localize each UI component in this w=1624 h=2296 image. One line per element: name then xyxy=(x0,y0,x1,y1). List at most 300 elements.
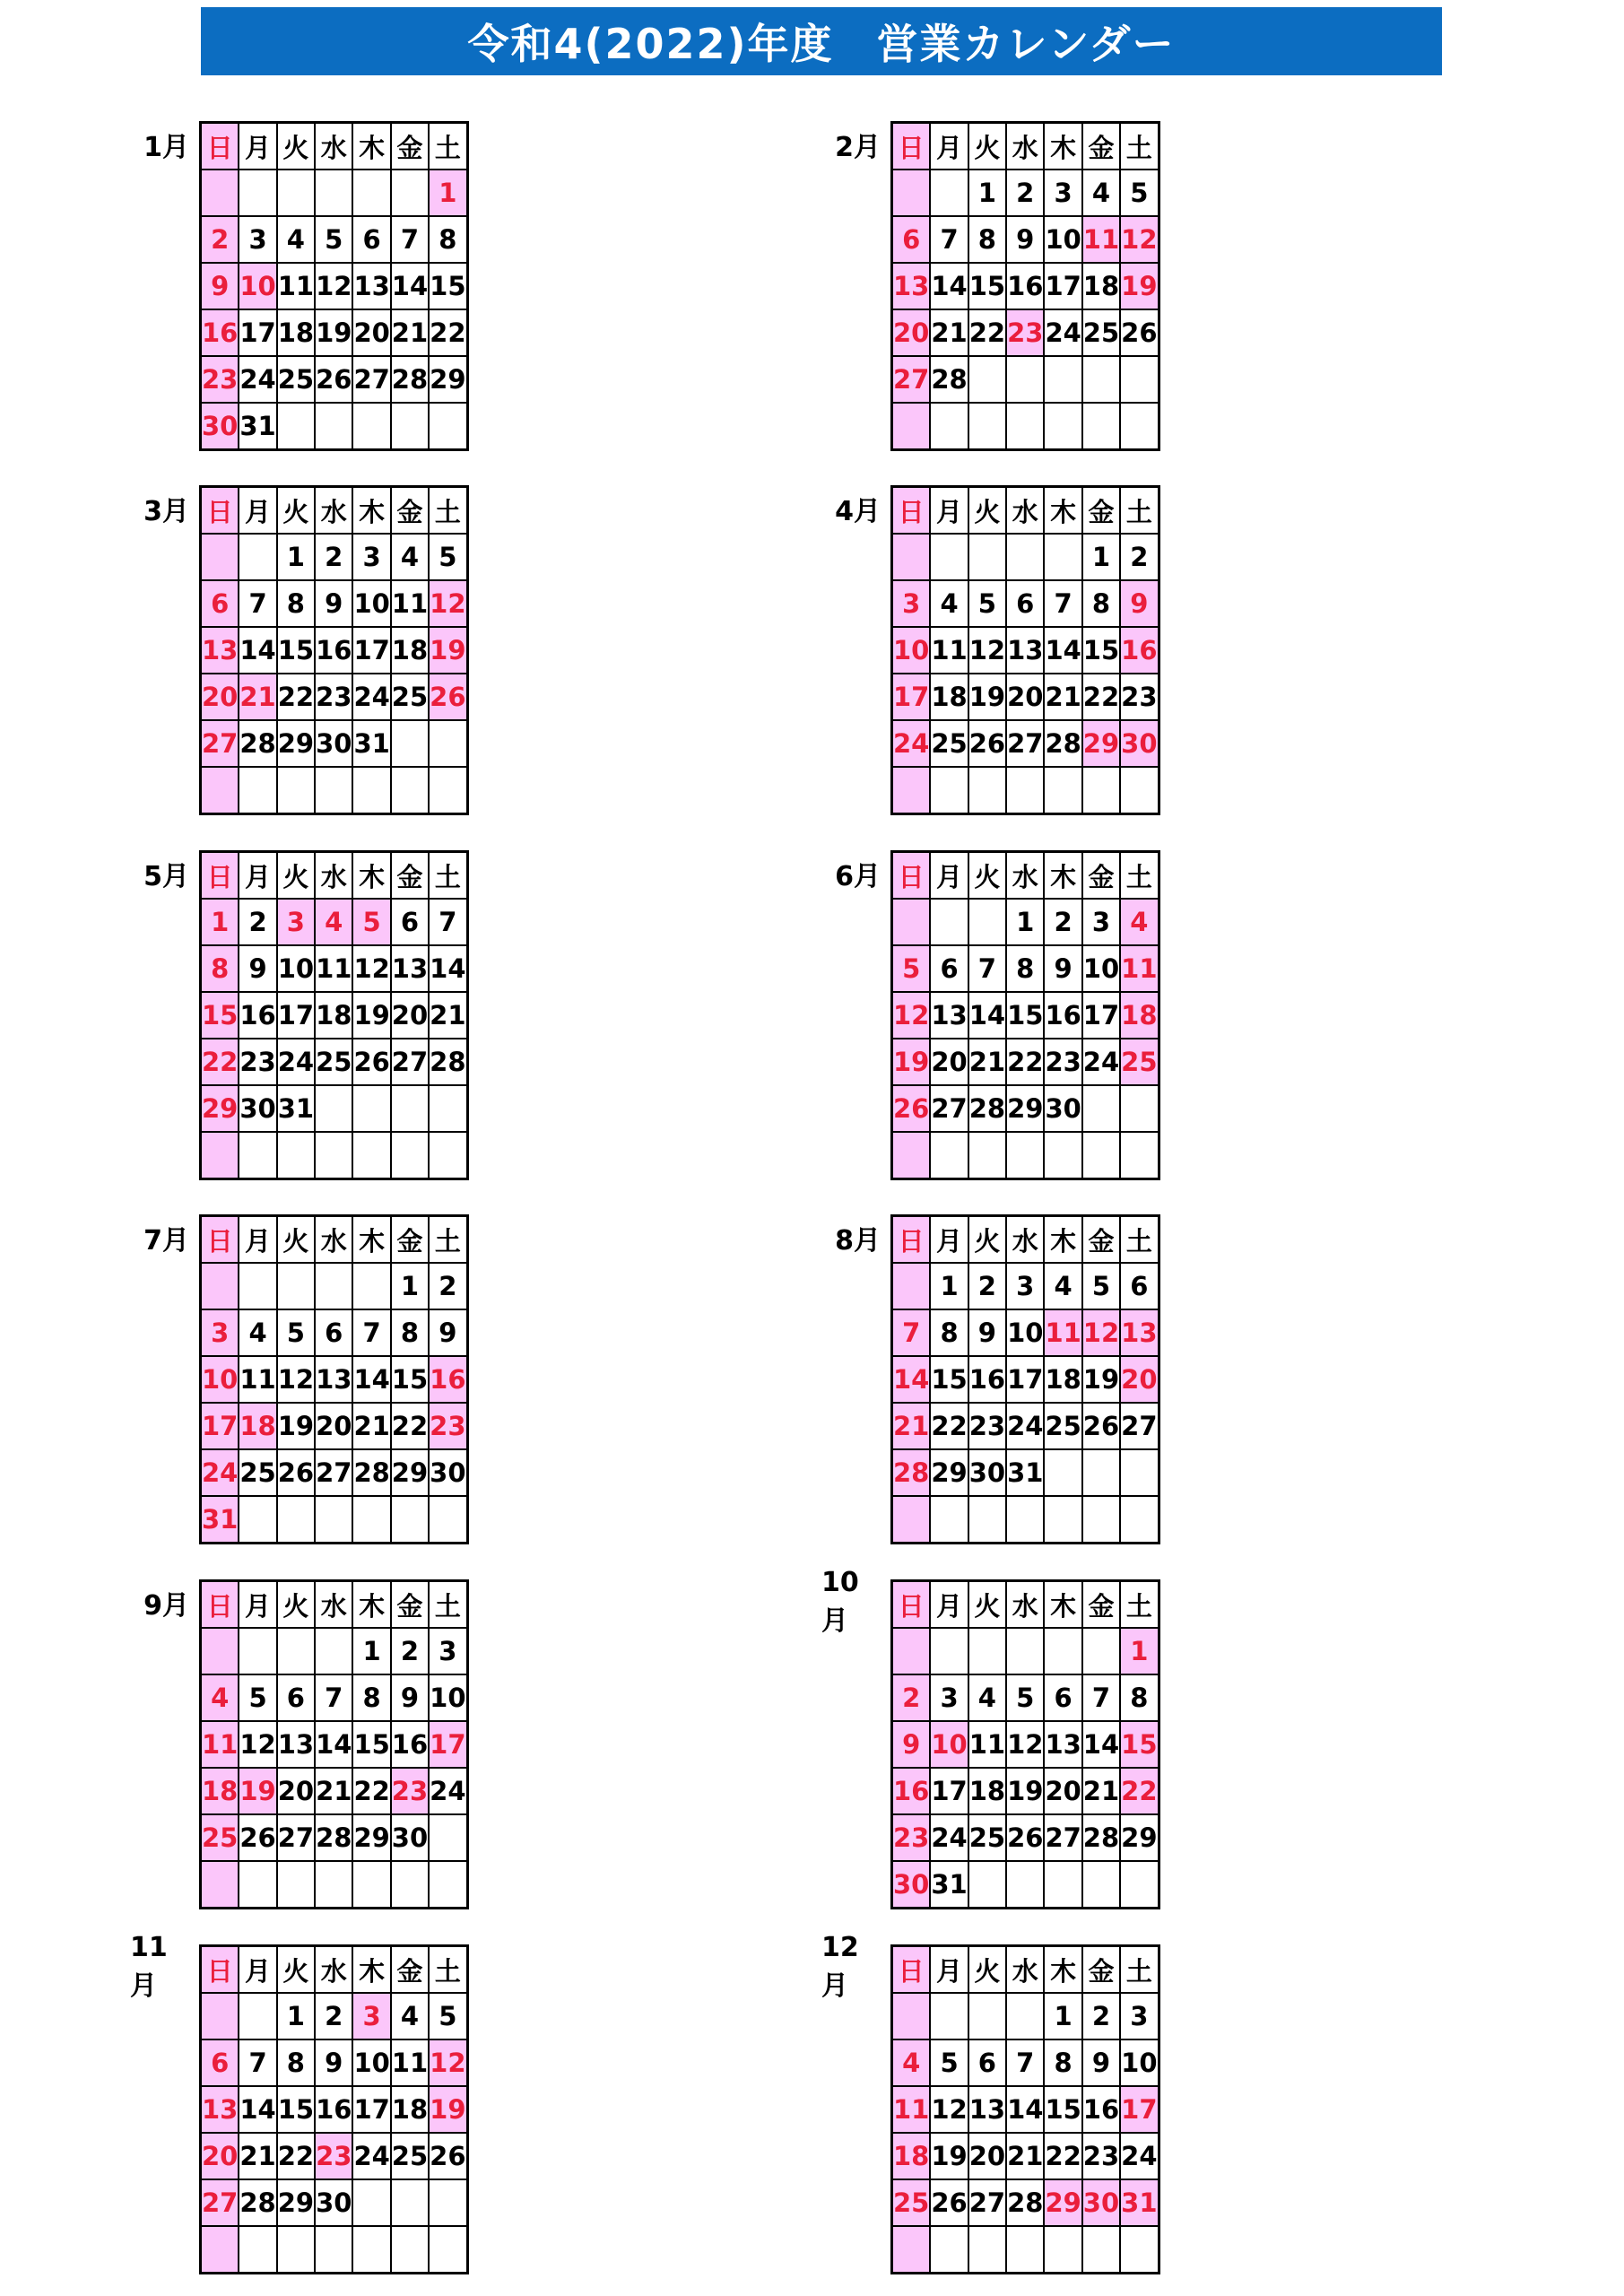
week-row xyxy=(892,2039,1159,2086)
empty-cell xyxy=(930,2226,968,2274)
day-cell: 4 xyxy=(1120,899,1159,945)
day-cell: 31 xyxy=(1006,1449,1044,1496)
day-cell: 15 xyxy=(277,2086,315,2133)
weekday-header: 火 xyxy=(277,1216,315,1264)
weekday-header-row xyxy=(201,1216,468,1264)
day-cell: 28 xyxy=(930,356,968,403)
empty-cell xyxy=(1044,2226,1081,2274)
empty-cell xyxy=(391,1861,429,1909)
day-cell: 7 xyxy=(930,216,968,263)
day-cell: 5 xyxy=(239,1674,276,1721)
day-cell: 13 xyxy=(352,263,390,309)
weekday-header: 金 xyxy=(1082,1581,1120,1629)
day-cell: 18 xyxy=(239,1403,276,1449)
day-cell: 24 xyxy=(429,1768,467,1814)
week-row xyxy=(892,1993,1159,2039)
week-row xyxy=(892,899,1159,945)
day-cell: 13 xyxy=(1006,627,1044,674)
empty-cell xyxy=(930,1496,968,1544)
weekday-header: 水 xyxy=(315,1581,352,1629)
empty-cell xyxy=(391,403,429,450)
day-cell: 10 xyxy=(1120,2039,1159,2086)
empty-cell xyxy=(1044,1132,1081,1179)
day-cell: 30 xyxy=(892,1861,931,1909)
day-cell: 21 xyxy=(239,2133,276,2179)
empty-cell xyxy=(1006,534,1044,580)
month-label: 8月 xyxy=(835,1224,881,1257)
weekday-header-row xyxy=(201,1581,468,1629)
week-row xyxy=(892,767,1159,814)
day-cell: 19 xyxy=(1082,1356,1120,1403)
day-cell: 1 xyxy=(1044,1993,1081,2039)
day-cell: 5 xyxy=(429,534,467,580)
empty-cell xyxy=(391,720,429,767)
empty-cell xyxy=(201,1628,239,1674)
day-cell: 18 xyxy=(892,2133,931,2179)
day-cell: 9 xyxy=(315,580,352,627)
day-cell: 25 xyxy=(1044,1403,1081,1449)
empty-cell xyxy=(1082,1132,1120,1179)
week-row xyxy=(201,674,468,720)
weekday-header: 日 xyxy=(201,1216,239,1264)
empty-cell xyxy=(1120,1449,1159,1496)
weekday-header: 水 xyxy=(1006,1581,1044,1629)
weekday-header: 金 xyxy=(391,123,429,170)
day-cell: 13 xyxy=(930,992,968,1039)
day-cell: 23 xyxy=(1082,2133,1120,2179)
week-row xyxy=(201,216,468,263)
day-cell: 26 xyxy=(429,2133,467,2179)
day-cell: 22 xyxy=(1120,1768,1159,1814)
empty-cell xyxy=(1006,1132,1044,1179)
week-row xyxy=(201,992,468,1039)
empty-cell xyxy=(1082,767,1120,814)
day-cell: 7 xyxy=(429,899,467,945)
day-cell: 14 xyxy=(1044,627,1081,674)
empty-cell xyxy=(1006,403,1044,450)
weekday-header-row xyxy=(892,1581,1159,1629)
day-cell: 8 xyxy=(277,2039,315,2086)
day-cell: 27 xyxy=(930,1085,968,1132)
empty-cell xyxy=(201,1861,239,1909)
day-cell: 17 xyxy=(1006,1356,1044,1403)
week-row xyxy=(892,945,1159,992)
day-cell: 20 xyxy=(892,309,931,356)
day-cell: 14 xyxy=(315,1721,352,1768)
week-row xyxy=(892,356,1159,403)
week-row xyxy=(892,1309,1159,1356)
week-row xyxy=(201,170,468,216)
day-cell: 12 xyxy=(968,627,1006,674)
week-row xyxy=(892,1085,1159,1132)
day-cell: 7 xyxy=(239,580,276,627)
week-row xyxy=(201,1861,468,1909)
day-cell: 24 xyxy=(892,720,931,767)
empty-cell xyxy=(1082,1628,1120,1674)
weekday-header: 水 xyxy=(315,1946,352,1994)
day-cell: 19 xyxy=(429,627,467,674)
empty-cell xyxy=(391,767,429,814)
day-cell: 6 xyxy=(892,216,931,263)
weekday-header-row xyxy=(892,487,1159,535)
weekday-header: 土 xyxy=(429,852,467,900)
weekday-header: 火 xyxy=(277,487,315,535)
day-cell: 16 xyxy=(892,1768,931,1814)
empty-cell xyxy=(315,170,352,216)
weekday-header: 土 xyxy=(1120,1581,1159,1629)
day-cell: 6 xyxy=(1044,1674,1081,1721)
day-cell: 26 xyxy=(315,356,352,403)
empty-cell xyxy=(1120,1861,1159,1909)
day-cell: 27 xyxy=(1120,1403,1159,1449)
empty-cell xyxy=(277,1496,315,1544)
empty-cell xyxy=(1006,1861,1044,1909)
empty-cell xyxy=(930,1628,968,1674)
empty-cell xyxy=(1044,1861,1081,1909)
day-cell: 15 xyxy=(930,1356,968,1403)
day-cell: 29 xyxy=(1082,720,1120,767)
day-cell: 3 xyxy=(892,580,931,627)
week-row xyxy=(892,1449,1159,1496)
weekday-header: 日 xyxy=(201,123,239,170)
day-cell: 24 xyxy=(1120,2133,1159,2179)
day-cell: 25 xyxy=(892,2179,931,2226)
weekday-header: 木 xyxy=(1044,1581,1081,1629)
empty-cell xyxy=(239,170,276,216)
month-label: 5月 xyxy=(143,860,189,892)
day-cell: 2 xyxy=(1082,1993,1120,2039)
empty-cell xyxy=(1082,403,1120,450)
week-row xyxy=(892,627,1159,674)
empty-cell xyxy=(277,2226,315,2274)
day-cell: 23 xyxy=(1120,674,1159,720)
day-cell: 27 xyxy=(968,2179,1006,2226)
weekday-header: 日 xyxy=(892,1581,931,1629)
day-cell: 5 xyxy=(315,216,352,263)
weekday-header: 木 xyxy=(352,1216,390,1264)
weekday-header: 月 xyxy=(239,1216,276,1264)
day-cell: 23 xyxy=(1044,1039,1081,1085)
day-cell: 26 xyxy=(1082,1403,1120,1449)
day-cell: 21 xyxy=(315,1768,352,1814)
empty-cell xyxy=(1006,1993,1044,2039)
day-cell: 1 xyxy=(930,1263,968,1309)
day-cell: 2 xyxy=(391,1628,429,1674)
day-cell: 10 xyxy=(352,580,390,627)
empty-cell xyxy=(239,1628,276,1674)
day-cell: 25 xyxy=(391,674,429,720)
weekday-header: 金 xyxy=(1082,1946,1120,1994)
day-cell: 14 xyxy=(352,1356,390,1403)
day-cell: 25 xyxy=(391,2133,429,2179)
day-cell: 23 xyxy=(201,356,239,403)
day-cell: 31 xyxy=(930,1861,968,1909)
day-cell: 21 xyxy=(239,674,276,720)
month-label: 9月 xyxy=(143,1589,189,1622)
day-cell: 1 xyxy=(201,899,239,945)
day-cell: 4 xyxy=(391,534,429,580)
month-label: 2月 xyxy=(835,131,881,163)
empty-cell xyxy=(201,1263,239,1309)
day-cell: 12 xyxy=(1120,216,1159,263)
day-cell: 20 xyxy=(1006,674,1044,720)
day-cell: 21 xyxy=(892,1403,931,1449)
day-cell: 17 xyxy=(277,992,315,1039)
week-row xyxy=(201,580,468,627)
week-row xyxy=(892,403,1159,450)
weekday-header: 木 xyxy=(352,1946,390,1994)
day-cell: 5 xyxy=(1006,1674,1044,1721)
week-row xyxy=(892,216,1159,263)
day-cell: 22 xyxy=(429,309,467,356)
week-row xyxy=(892,1768,1159,1814)
day-cell: 3 xyxy=(1044,170,1081,216)
week-row xyxy=(201,1993,468,2039)
weekday-header: 月 xyxy=(239,852,276,900)
day-cell: 30 xyxy=(1044,1085,1081,1132)
day-cell: 23 xyxy=(429,1403,467,1449)
empty-cell xyxy=(239,767,276,814)
week-row xyxy=(892,170,1159,216)
empty-cell xyxy=(968,1628,1006,1674)
empty-cell xyxy=(892,1628,931,1674)
month-table xyxy=(199,1579,469,1909)
day-cell: 21 xyxy=(1006,2133,1044,2179)
empty-cell xyxy=(1082,1496,1120,1544)
empty-cell xyxy=(429,720,467,767)
empty-cell xyxy=(315,767,352,814)
weekday-header: 土 xyxy=(1120,487,1159,535)
day-cell: 21 xyxy=(352,1403,390,1449)
empty-cell xyxy=(1120,2226,1159,2274)
day-cell: 18 xyxy=(201,1768,239,1814)
day-cell: 21 xyxy=(1044,674,1081,720)
day-cell: 5 xyxy=(892,945,931,992)
day-cell: 13 xyxy=(201,627,239,674)
weekday-header: 火 xyxy=(968,123,1006,170)
weekday-header: 水 xyxy=(1006,123,1044,170)
empty-cell xyxy=(930,1132,968,1179)
day-cell: 10 xyxy=(201,1356,239,1403)
week-row xyxy=(892,2086,1159,2133)
weekday-header: 水 xyxy=(315,123,352,170)
day-cell: 2 xyxy=(1044,899,1081,945)
day-cell: 30 xyxy=(315,720,352,767)
month-table xyxy=(890,485,1160,815)
day-cell: 23 xyxy=(391,1768,429,1814)
day-cell: 30 xyxy=(315,2179,352,2226)
day-cell: 9 xyxy=(391,1674,429,1721)
day-cell: 30 xyxy=(201,403,239,450)
day-cell: 22 xyxy=(277,2133,315,2179)
week-row xyxy=(201,1814,468,1861)
day-cell: 16 xyxy=(429,1356,467,1403)
week-row xyxy=(201,1132,468,1179)
day-cell: 31 xyxy=(201,1496,239,1544)
day-cell: 10 xyxy=(892,627,931,674)
day-cell: 22 xyxy=(201,1039,239,1085)
week-row xyxy=(892,1721,1159,1768)
empty-cell xyxy=(277,1628,315,1674)
day-cell: 24 xyxy=(239,356,276,403)
month-table xyxy=(199,121,469,451)
weekday-header: 日 xyxy=(892,123,931,170)
day-cell: 7 xyxy=(1044,580,1081,627)
day-cell: 13 xyxy=(315,1356,352,1403)
weekday-header: 木 xyxy=(1044,1946,1081,1994)
empty-cell xyxy=(429,1861,467,1909)
weekday-header: 日 xyxy=(201,852,239,900)
day-cell: 9 xyxy=(968,1309,1006,1356)
empty-cell xyxy=(352,2179,390,2226)
day-cell: 11 xyxy=(1120,945,1159,992)
week-row xyxy=(892,309,1159,356)
day-cell: 3 xyxy=(352,534,390,580)
day-cell: 17 xyxy=(352,627,390,674)
day-cell: 1 xyxy=(1120,1628,1159,1674)
empty-cell xyxy=(930,170,968,216)
day-cell: 25 xyxy=(930,720,968,767)
day-cell: 5 xyxy=(968,580,1006,627)
day-cell: 17 xyxy=(201,1403,239,1449)
day-cell: 4 xyxy=(201,1674,239,1721)
weekday-header: 水 xyxy=(1006,1946,1044,1994)
empty-cell xyxy=(201,2226,239,2274)
day-cell: 24 xyxy=(201,1449,239,1496)
day-cell: 22 xyxy=(1044,2133,1081,2179)
day-cell: 20 xyxy=(1120,1356,1159,1403)
month-label: 10月 xyxy=(821,1567,859,1637)
day-cell: 12 xyxy=(277,1356,315,1403)
day-cell: 8 xyxy=(391,1309,429,1356)
week-row xyxy=(892,263,1159,309)
day-cell: 23 xyxy=(315,674,352,720)
day-cell: 18 xyxy=(1120,992,1159,1039)
day-cell: 31 xyxy=(1120,2179,1159,2226)
day-cell: 30 xyxy=(968,1449,1006,1496)
day-cell: 29 xyxy=(429,356,467,403)
weekday-header-row xyxy=(201,123,468,170)
day-cell: 23 xyxy=(1006,309,1044,356)
day-cell: 19 xyxy=(352,992,390,1039)
month-label: 1月 xyxy=(143,131,189,163)
empty-cell xyxy=(239,1496,276,1544)
day-cell: 29 xyxy=(277,720,315,767)
day-cell: 2 xyxy=(315,1993,352,2039)
week-row xyxy=(201,899,468,945)
empty-cell xyxy=(1006,356,1044,403)
empty-cell xyxy=(277,403,315,450)
day-cell: 27 xyxy=(1006,720,1044,767)
day-cell: 29 xyxy=(391,1449,429,1496)
month-table xyxy=(199,485,469,815)
day-cell: 10 xyxy=(1082,945,1120,992)
weekday-header: 水 xyxy=(1006,852,1044,900)
empty-cell xyxy=(239,534,276,580)
empty-cell xyxy=(429,1085,467,1132)
month-table xyxy=(890,1214,1160,1544)
empty-cell xyxy=(1120,1085,1159,1132)
day-cell: 25 xyxy=(968,1814,1006,1861)
day-cell: 25 xyxy=(277,356,315,403)
week-row xyxy=(201,1403,468,1449)
weekday-header: 火 xyxy=(968,1216,1006,1264)
empty-cell xyxy=(1120,1496,1159,1544)
empty-cell xyxy=(1120,403,1159,450)
empty-cell xyxy=(968,1993,1006,2039)
week-row xyxy=(892,674,1159,720)
day-cell: 17 xyxy=(239,309,276,356)
day-cell: 3 xyxy=(277,899,315,945)
day-cell: 12 xyxy=(315,263,352,309)
empty-cell xyxy=(429,2226,467,2274)
weekday-header-row xyxy=(892,1216,1159,1264)
day-cell: 28 xyxy=(1006,2179,1044,2226)
day-cell: 19 xyxy=(930,2133,968,2179)
week-row xyxy=(892,2133,1159,2179)
day-cell: 24 xyxy=(277,1039,315,1085)
day-cell: 12 xyxy=(429,580,467,627)
weekday-header: 木 xyxy=(1044,852,1081,900)
day-cell: 24 xyxy=(352,2133,390,2179)
day-cell: 29 xyxy=(1006,1085,1044,1132)
day-cell: 16 xyxy=(1082,2086,1120,2133)
day-cell: 21 xyxy=(429,992,467,1039)
day-cell: 14 xyxy=(429,945,467,992)
day-cell: 16 xyxy=(1120,627,1159,674)
day-cell: 6 xyxy=(201,2039,239,2086)
day-cell: 19 xyxy=(968,674,1006,720)
day-cell: 8 xyxy=(277,580,315,627)
day-cell: 18 xyxy=(277,309,315,356)
day-cell: 15 xyxy=(1006,992,1044,1039)
weekday-header: 金 xyxy=(391,1946,429,1994)
day-cell: 8 xyxy=(201,945,239,992)
day-cell: 15 xyxy=(201,992,239,1039)
day-cell: 5 xyxy=(429,1993,467,2039)
day-cell: 3 xyxy=(239,216,276,263)
empty-cell xyxy=(239,1263,276,1309)
day-cell: 17 xyxy=(930,1768,968,1814)
week-row xyxy=(892,1403,1159,1449)
day-cell: 22 xyxy=(968,309,1006,356)
empty-cell xyxy=(1006,1628,1044,1674)
week-row xyxy=(201,1721,468,1768)
empty-cell xyxy=(968,356,1006,403)
day-cell: 17 xyxy=(429,1721,467,1768)
day-cell: 8 xyxy=(968,216,1006,263)
day-cell: 29 xyxy=(201,1085,239,1132)
day-cell: 20 xyxy=(1044,1768,1081,1814)
day-cell: 25 xyxy=(315,1039,352,1085)
day-cell: 14 xyxy=(1082,1721,1120,1768)
day-cell: 26 xyxy=(277,1449,315,1496)
day-cell: 28 xyxy=(239,720,276,767)
day-cell: 5 xyxy=(352,899,390,945)
empty-cell xyxy=(892,2226,931,2274)
empty-cell xyxy=(930,1993,968,2039)
day-cell: 3 xyxy=(1006,1263,1044,1309)
weekday-header: 日 xyxy=(892,852,931,900)
day-cell: 11 xyxy=(1082,216,1120,263)
day-cell: 14 xyxy=(930,263,968,309)
day-cell: 11 xyxy=(201,1721,239,1768)
month-table xyxy=(890,121,1160,451)
day-cell: 5 xyxy=(1120,170,1159,216)
day-cell: 7 xyxy=(239,2039,276,2086)
empty-cell xyxy=(277,170,315,216)
empty-cell xyxy=(201,1993,239,2039)
